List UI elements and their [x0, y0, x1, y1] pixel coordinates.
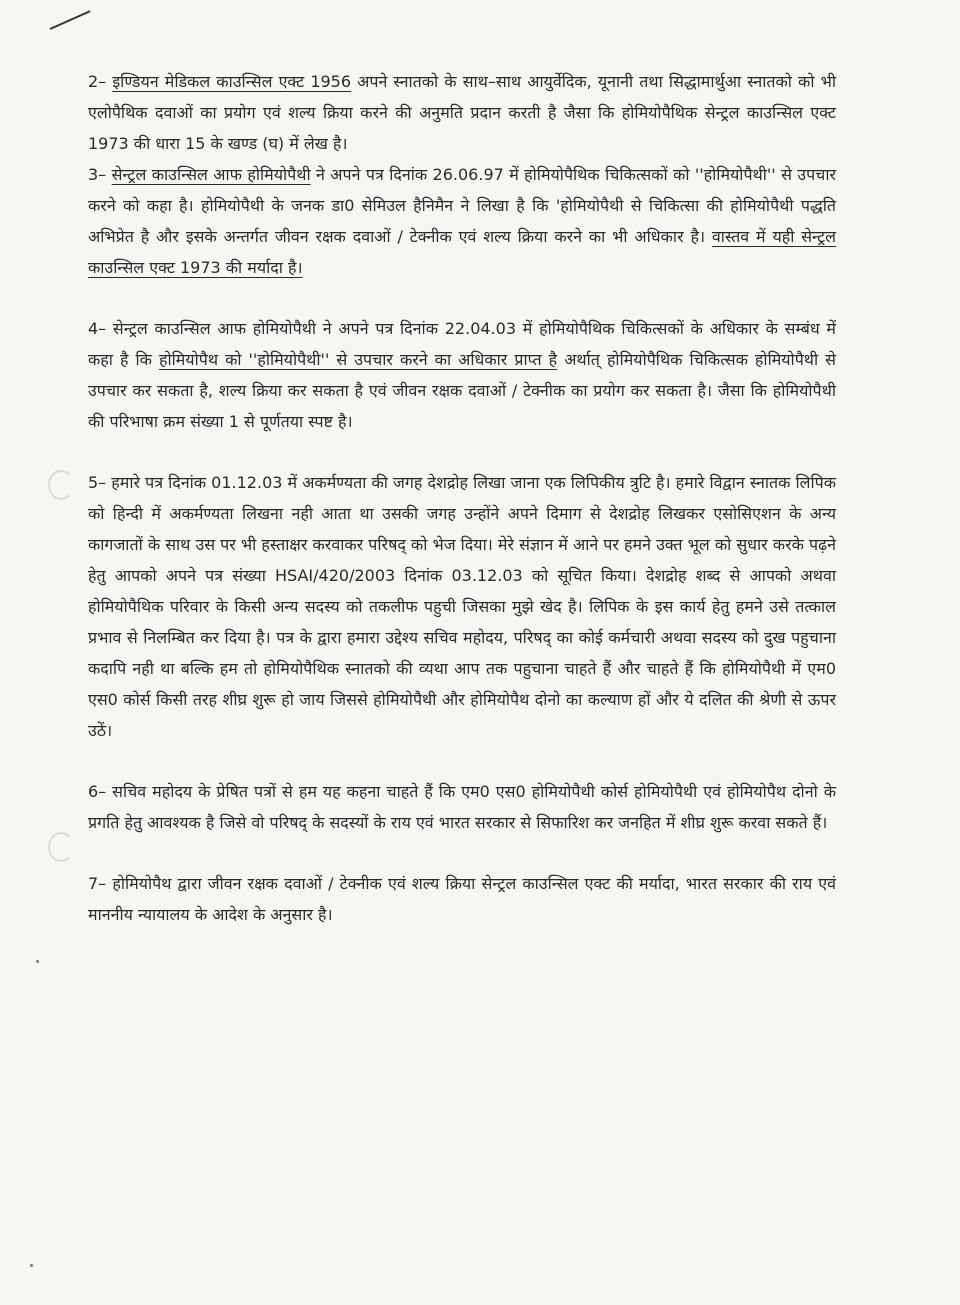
paragraph-text: 4– सेन्ट्रल काउन्सिल आफ होमियोपैथी ने अपने पत्र दिनांक 22.04.03 में होमियोपैथिक चिकित्सकों के अधिकार के सम्बंध में कहा है कि	[88, 319, 836, 369]
paragraph-number: 3–	[88, 165, 107, 184]
paragraph-4	[88, 313, 836, 437]
pen-mark	[50, 10, 91, 30]
paragraph-5: 5– हमारे पत्र दिनांक 01.12.03 में अकर्मण्यता की जगह देशद्रोह लिखा जाना एक लिपिकीय त्रुटि है। हमारे विद्वान स्नातक लिपिक को हिन्दी में अकर्मण्यता लिखना नही आता था उसकी जगह उन्होंने अपने दिमाग से देशद्रोह लिखकर एसोसिएशन के अन्य कागजातों के साथ उस पर भी हस्ताक्षर करवाकर परिषद् को भेज दिया। मेरे संज्ञान में आने पर हमने उक्त भूल को सुधार करके पढ़ने हेतु आपको अपने पत्र संख्या HSAI/420/2003 दिनांक 03.12.03 को सूचित किया। देशद्रोह शब्द से आपको अथवा होमियोपैथिक परिवार के किसी अन्य सदस्य को तकलीफ पहुची जिसका मुझे खेद है। लिपिक के इस कार्य हेतु हमने उसे तत्काल प्रभाव से निलम्बित कर दिया है। पत्र के द्वारा हमारा उद्देश्य सचिव महोदय, परिषद् का कोई कर्मचारी अथवा सदस्य को दुख पहुचाना कदापि नही था बल्कि हम तो होमियोपैथिक स्नातको की व्यथा आप तक पहुचाना चाहते हैं और चाहते हैं कि होमियोपैथी में एम0 एस0 कोर्स किसी तरह शीघ्र शुरू हो जाय जिससे होमियोपैथी और होमियोपैथ दोनो का कल्याण हों और ये दलित की श्रेणी से ऊपर उठें।	[88, 473, 836, 740]
punch-hole	[48, 470, 74, 500]
underlined-phrase: सेन्ट्रल काउन्सिल आफ होमियोपैथी	[111, 165, 311, 184]
letter-body	[88, 66, 836, 960]
paragraph-7: 7– होमियोपैथ द्वारा जीवन रक्षक दवाओं / टेक्नीक एवं शल्य क्रिया सेन्ट्रल काउन्सिल एक्ट की मर्यादा, भारत सरकार की राय एवं माननीय न्यायालय के आदेश के अनुसार है।	[88, 874, 836, 924]
paragraph-text: अपने स्नातको के साथ–साथ आयुर्वेदिक, यूनानी तथा सिद्धामार्थुआ स्नातको को भी एलोपैथिक दवाओं का प्रयोग एवं शल्य क्रिया करने की अनुमति प्रदान करती है जैसा कि होमियोपैथिक सेन्ट्रल काउन्सिल एक्ट 1973 की धारा 15 के खण्ड (घ) में लेख है।	[88, 72, 836, 153]
punch-hole	[48, 832, 74, 862]
underlined-phrase: इण्डियन मेडिकल काउन्सिल एक्ट 1956	[112, 72, 352, 91]
scan-speck	[30, 1264, 33, 1267]
paragraph-3	[88, 159, 836, 283]
underlined-phrase: वास्तव में यही सेन्ट्रल काउन्सिल एक्ट 1973 की मर्यादा है।	[88, 227, 836, 277]
paragraph-text: ने अपने पत्र दिनांक 26.06.97 में होमियोपैथिक चिकित्सकों को ''होमियोपैथी'' से उपचार करने को कहा है। होमियोपैथी के जनक डा0 सेमिउल हैनिमैन ने लिखा है कि 'होमियोपैथी से चिकित्सा की होमियोपैथी पद्धति अभिप्रेत है और इसके अन्तर्गत जीवन रक्षक दवाओं / टेक्नीक एवं शल्य क्रिया करने का भी अधिकार है।	[88, 165, 837, 246]
paragraph-6: 6– सचिव महोदय के प्रेषित पत्रों से हम यह कहना चाहते हैं कि एम0 एस0 होमियोपैथी कोर्स होमियोपैथी एवं होमियोपैथ दोनो के प्रगति हेतु आवश्यक है जिसे वो परिषद् के सदस्यों के राय एवं भारत सरकार से सिफारिश कर जनहित में शीघ्र शुरू करवा सकते हैं।	[88, 782, 836, 832]
underlined-phrase: होमियोपैथ को ''होमियोपैथी'' से उपचार करने का अधिकार प्राप्त है	[158, 350, 558, 369]
scan-speck	[36, 960, 39, 963]
paragraph-number: 2–	[88, 72, 107, 91]
paragraph-2	[88, 66, 836, 159]
paragraph-text: अर्थात् होमियोपैथिक चिकित्सक होमियोपैथी से उपचार कर सकता है, शल्य क्रिया कर सकता है एवं जीवन रक्षक दवाओं / टेक्नीक का प्रयोग कर सकता है। जैसा कि होमियोपैथी की परिभाषा क्रम संख्या 1 से पूर्णतया स्पष्ट है।	[88, 350, 837, 431]
